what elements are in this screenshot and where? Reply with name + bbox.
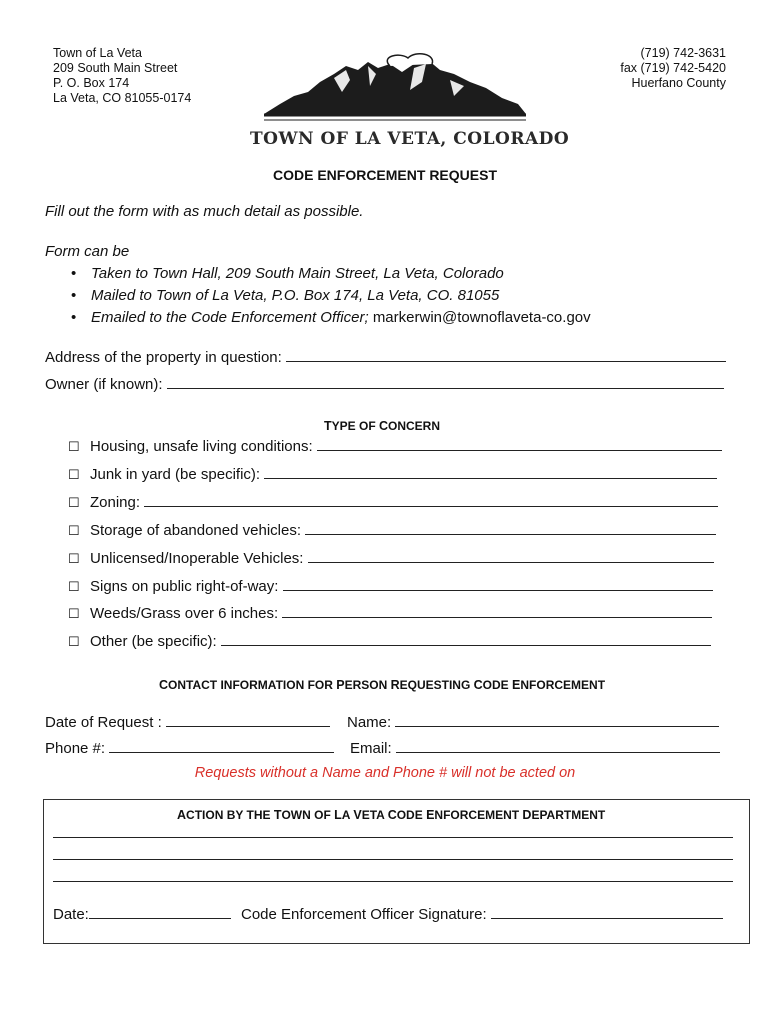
officer-email[interactable]: markerwin@townoflaveta-co.gov bbox=[372, 309, 591, 326]
checkbox[interactable]: ☐ bbox=[68, 467, 80, 482]
action-section-box bbox=[43, 799, 750, 944]
town-logo bbox=[250, 52, 570, 149]
concern-label: Zoning: bbox=[90, 494, 141, 511]
action-date-row bbox=[53, 904, 231, 923]
checkbox[interactable]: ☐ bbox=[68, 606, 80, 621]
phone-row bbox=[45, 738, 334, 757]
concern-label: Unlicensed/Inoperable Vehicles: bbox=[90, 550, 304, 567]
checkbox[interactable]: ☐ bbox=[68, 579, 80, 594]
name-row bbox=[347, 712, 719, 731]
fax-line: fax (719) 742-5420 bbox=[620, 61, 726, 75]
address-row bbox=[45, 347, 726, 366]
action-notes-line[interactable] bbox=[53, 859, 733, 860]
address-line: P. O. Box 174 bbox=[53, 76, 130, 90]
concern-label: Junk in yard (be specific): bbox=[90, 466, 261, 483]
checkbox[interactable]: ☐ bbox=[68, 551, 80, 566]
concern-field[interactable] bbox=[283, 576, 713, 591]
form-title: CODE ENFORCEMENT REQUEST bbox=[272, 167, 497, 183]
action-notes-line[interactable] bbox=[53, 837, 733, 838]
email-row bbox=[350, 738, 720, 757]
concern-field[interactable] bbox=[264, 464, 717, 479]
concern-field[interactable] bbox=[221, 631, 711, 646]
name-label: Name: bbox=[347, 714, 392, 731]
address-field[interactable] bbox=[286, 347, 726, 362]
email-label: Email: bbox=[350, 740, 392, 757]
required-fields-warning: Requests without a Name and Phone # will not be acted on bbox=[194, 765, 576, 781]
type-of-concern-heading: TYPE OF CONCERN bbox=[324, 419, 441, 433]
officer-signature-row bbox=[241, 904, 723, 923]
checkbox[interactable]: ☐ bbox=[68, 439, 80, 454]
action-date-field[interactable] bbox=[89, 904, 231, 919]
date-of-request-label: Date of Request : bbox=[45, 714, 162, 731]
county-line: Huerfano County bbox=[631, 76, 726, 90]
concern-field[interactable] bbox=[317, 436, 722, 451]
action-notes-line[interactable] bbox=[53, 881, 733, 882]
concern-row-other bbox=[68, 631, 711, 650]
officer-signature-label: Code Enforcement Officer Signature: bbox=[241, 906, 487, 923]
address-label: Address of the property in question: bbox=[45, 349, 282, 366]
concern-field[interactable] bbox=[305, 520, 716, 535]
address-line: La Veta, CO 81055-0174 bbox=[53, 91, 192, 105]
owner-field[interactable] bbox=[167, 374, 724, 389]
address-line: Town of La Veta bbox=[53, 46, 142, 60]
email-field[interactable] bbox=[396, 738, 720, 753]
concern-field[interactable] bbox=[144, 492, 718, 507]
concern-row-housing bbox=[68, 436, 722, 455]
bullet-icon: • bbox=[71, 287, 77, 304]
checkbox[interactable]: ☐ bbox=[68, 495, 80, 510]
town-address-block bbox=[53, 46, 191, 106]
bullet-icon: • bbox=[71, 309, 77, 326]
phone-label: Phone #: bbox=[45, 740, 106, 757]
concern-row-weeds bbox=[68, 603, 712, 622]
concern-row-abandoned-vehicles bbox=[68, 520, 716, 539]
owner-row bbox=[45, 374, 724, 393]
logo-wordmark: TOWN OF LA VETA, COLORADO bbox=[250, 129, 570, 149]
submission-option: • Taken to Town Hall, 209 South Main Street, La Veta, Colorado bbox=[45, 263, 591, 285]
submission-option: • Emailed to the Code Enforcement Officer; markerwin@townoflaveta-co.gov bbox=[45, 307, 591, 329]
officer-signature-field[interactable] bbox=[491, 904, 723, 919]
phone-line: (719) 742-3631 bbox=[640, 46, 726, 60]
phone-field[interactable] bbox=[109, 738, 334, 753]
concern-label: Weeds/Grass over 6 inches: bbox=[90, 605, 279, 622]
concern-label: Signs on public right-of-way: bbox=[90, 578, 279, 595]
contact-info-heading: CONTACT INFORMATION FOR PERSON REQUESTING CODE ENFORCEMENT bbox=[159, 678, 606, 692]
submission-options bbox=[45, 263, 591, 329]
concern-field[interactable] bbox=[308, 548, 714, 563]
checkbox[interactable]: ☐ bbox=[68, 634, 80, 649]
action-date-label: Date: bbox=[53, 906, 89, 923]
form-instruction: Fill out the form with as much detail as possible. bbox=[45, 203, 364, 220]
name-field[interactable] bbox=[395, 712, 719, 727]
concern-row-zoning bbox=[68, 492, 718, 511]
action-heading: ACTION BY THE TOWN OF LA VETA CODE ENFORCEMENT DEPARTMENT bbox=[177, 808, 606, 822]
date-of-request-field[interactable] bbox=[166, 712, 330, 727]
concern-label: Other (be specific): bbox=[90, 633, 217, 650]
concern-label: Storage of abandoned vehicles: bbox=[90, 522, 301, 539]
checkbox[interactable]: ☐ bbox=[68, 523, 80, 538]
bullet-icon: • bbox=[71, 265, 77, 282]
form-can-be-label: Form can be bbox=[45, 243, 130, 260]
mountain-logo-icon bbox=[250, 52, 540, 122]
concern-row-junk bbox=[68, 464, 717, 483]
owner-label: Owner (if known): bbox=[45, 376, 163, 393]
concern-label: Housing, unsafe living conditions: bbox=[90, 438, 313, 455]
submission-option: • Mailed to Town of La Veta, P.O. Box 174, La Veta, CO. 81055 bbox=[45, 285, 591, 307]
address-line: 209 South Main Street bbox=[53, 61, 178, 75]
town-contact-block bbox=[620, 46, 726, 91]
concern-row-signs bbox=[68, 576, 713, 595]
concern-field[interactable] bbox=[282, 603, 712, 618]
concern-row-unlicensed-vehicles bbox=[68, 548, 714, 567]
date-of-request-row bbox=[45, 712, 330, 731]
